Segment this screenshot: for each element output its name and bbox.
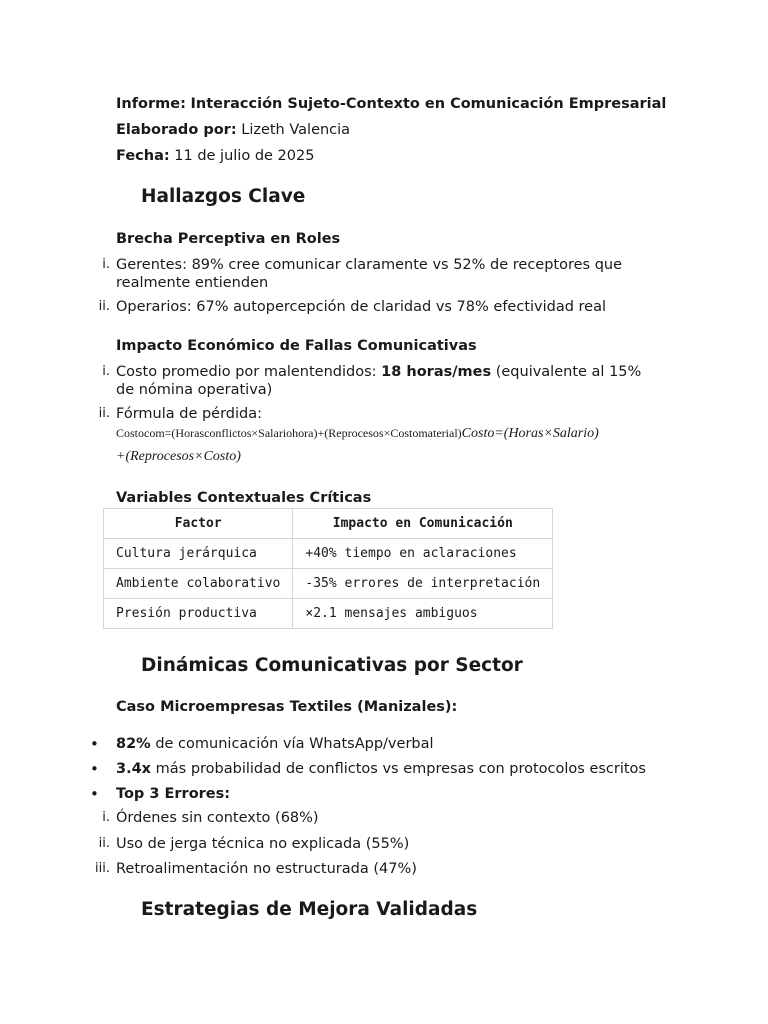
list-marker: ii. [98,299,110,314]
bullet-text: más probabilidad de conflictos vs empresas con protocolos escritos [151,761,646,777]
bullet-dot: • [90,735,99,753]
list-item [95,860,656,878]
list-item [98,835,656,853]
list-item [98,405,656,423]
report-title-label: Informe: [116,96,186,112]
list-item-text: (equivalente al 15% de nómina operativa) [116,364,642,398]
list-item-text: Gerentes: 89% cree comunicar claramente vs 52% de receptores que realmente entienden [116,257,623,291]
table-header-cell: Impacto en Comunicación [293,509,553,539]
table-cell: ×2.1 mensajes ambiguos [293,599,553,629]
report-date-value: 11 de julio de 2025 [174,148,315,164]
report-title [116,95,666,113]
bullet-bold: 82% [116,736,151,752]
list-item-text: Costo promedio por malentendidos: [116,364,382,380]
bullet-item [90,760,656,778]
table-row [104,539,553,569]
report-author-label: Elaborado por: [116,122,237,138]
subheading-caso: Caso Microempresas Textiles (Manizales): [116,699,458,715]
report-title-value: Interacción Sujeto-Contexto en Comunicación Empresarial [190,96,667,112]
subheading-impacto: Impacto Económico de Fallas Comunicativas [116,338,477,354]
list-item [102,809,656,827]
list-marker: ii. [98,406,110,421]
formula-plain: Costocom=(Horasconflictos×Salariohora)+(Reprocesos×Costomaterial) [116,426,462,440]
list-item-text: Operarios: 67% autopercepción de claridad vs 78% efectividad real [116,299,607,315]
table-row [104,569,553,599]
table-header-cell: Factor [104,509,293,539]
formula-italic: +(Reprocesos×Costo) [116,449,241,464]
table-cell: -35% errores de interpretación [293,569,553,599]
bullet-bold: Top 3 Errores: [116,786,231,802]
report-author [116,121,350,139]
list-item [98,298,656,316]
table-header-row [104,509,553,539]
list-item-text: Uso de jerga técnica no explicada (55%) [116,836,410,852]
report-author-value: Lizeth Valencia [241,122,351,138]
bullet-dot: • [90,785,99,803]
table-cell: Presión productiva [104,599,293,629]
report-date [116,147,314,165]
bullet-bold: 3.4x [116,761,152,777]
section-heading-estrategias: Estrategias de Mejora Validadas [141,899,478,920]
list-item-text: Fórmula de pérdida: [116,406,263,422]
subheading-brecha: Brecha Perceptiva en Roles [116,231,341,247]
list-marker: i. [102,810,110,825]
highlight-value: 18 horas/mes [381,364,492,380]
formula-italic: Costo=(Horas×Salario) [461,426,599,441]
table-cell: Cultura jerárquica [104,539,293,569]
table-cell: +40% tiempo en aclaraciones [293,539,553,569]
variables-table [103,508,553,629]
loss-formula-line2 [116,449,241,465]
list-item [102,256,656,292]
bullet-item [90,735,656,753]
list-item-text: Retroalimentación no estructurada (47%) [116,861,417,877]
list-marker: i. [102,257,110,272]
report-date-label: Fecha: [116,148,170,164]
bullet-dot: • [90,760,99,778]
list-marker: ii. [98,836,110,851]
table-row [104,599,553,629]
loss-formula [116,426,599,442]
list-marker: i. [102,364,110,379]
list-item-text: Órdenes sin contexto (68%) [116,810,319,826]
section-heading-hallazgos: Hallazgos Clave [141,186,306,207]
section-heading-dinamicas: Dinámicas Comunicativas por Sector [141,655,523,676]
table-cell: Ambiente colaborativo [104,569,293,599]
subheading-variables: Variables Contextuales Críticas [116,490,372,506]
bullet-text: de comunicación vía WhatsApp/verbal [150,736,434,752]
bullet-item [90,785,656,803]
list-item [102,363,656,399]
list-marker: iii. [95,861,110,876]
